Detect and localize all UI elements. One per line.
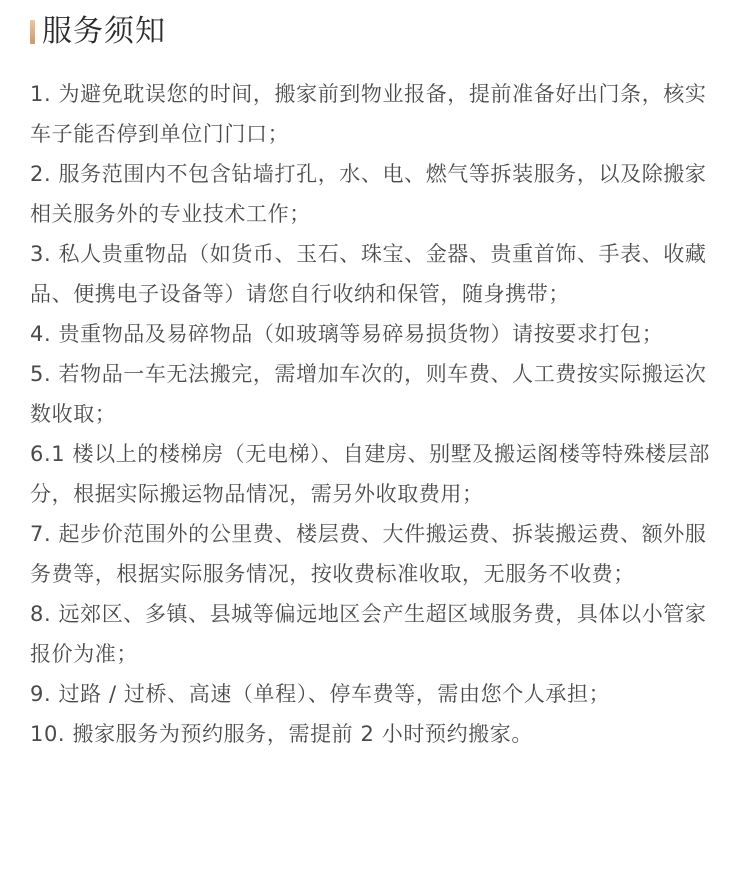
notice-item-8: 8. 远郊区、多镇、县城等偏远地区会产生超区域服务费，具体以小管家报价为准； [30, 602, 707, 666]
page-title: 服务须知 [42, 14, 166, 49]
notice-item-6: 6.1 楼以上的楼梯房（无电梯）、自建房、别墅及搬运阁楼等特殊楼层部分，根据实际搬运物品情况，需另外收取费用； [30, 442, 710, 506]
notice-list [30, 74, 720, 754]
section-header [30, 14, 166, 50]
notice-item-2: 2. 服务范围内不包含钻墙打孔，水、电、燃气等拆装服务，以及除搬家相关服务外的专业技术工作； [30, 162, 707, 226]
notice-item-5: 5. 若物品一车无法搬完，需增加车次的，则车费、人工费按实际搬运次数收取； [30, 362, 707, 426]
notice-item-9: 9. 过路 / 过桥、高速（单程）、停车费等，需由您个人承担； [30, 682, 611, 706]
title-accent-bar [30, 20, 35, 44]
notice-item-3: 3. 私人贵重物品（如货币、玉石、珠宝、金器、贵重首饰、手表、收藏品、便携电子设备等）请您自行收纳和保管，随身携带； [30, 242, 707, 306]
notice-item-7: 7. 起步价范围外的公里费、楼层费、大件搬运费、拆装搬运费、额外服务费等，根据实际服务情况，按收费标准收取，无服务不收费； [30, 522, 707, 586]
notice-item-10: 10. 搬家服务为预约服务，需提前 2 小时预约搬家。 [30, 722, 533, 746]
notice-item-4: 4. 贵重物品及易碎物品（如玻璃等易碎易损货物）请按要求打包； [30, 322, 664, 346]
notice-item-1: 1. 为避免耽误您的时间，搬家前到物业报备，提前准备好出门条，核实车子能否停到单位门门口； [30, 82, 707, 146]
